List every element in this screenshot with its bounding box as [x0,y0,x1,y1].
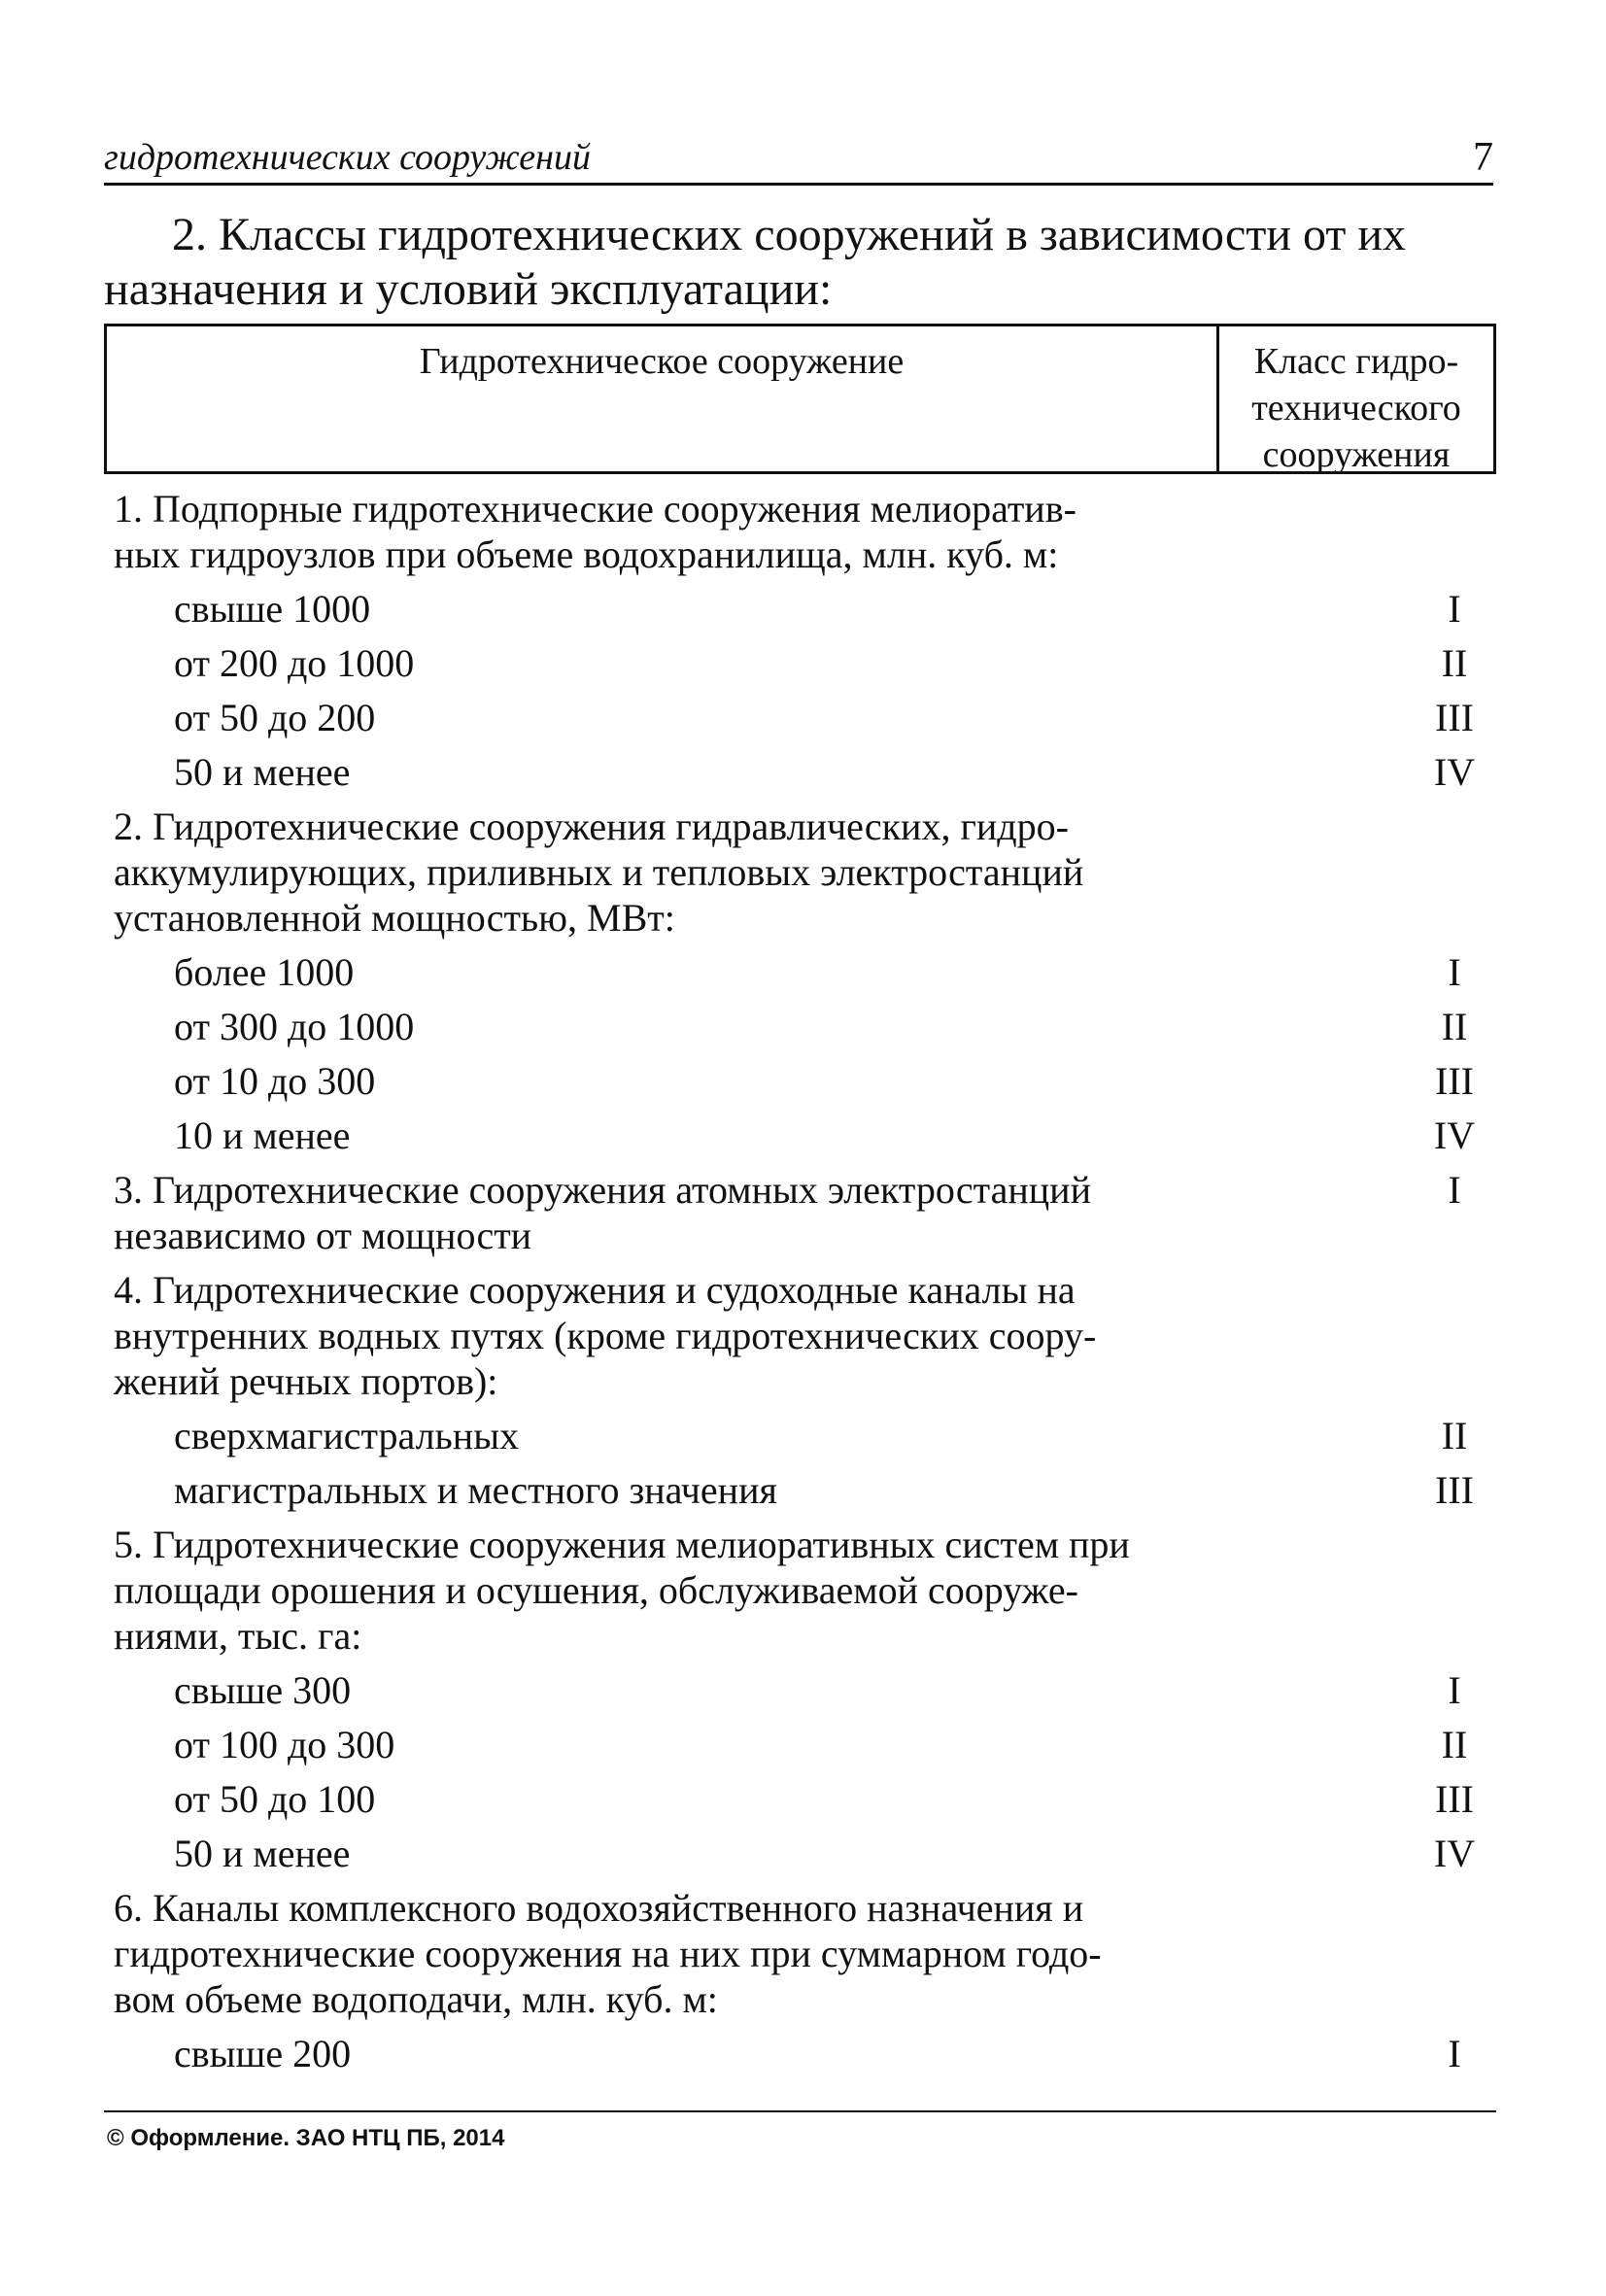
row-description-line: магистральных и местного значения [174,1468,777,1512]
table-row [114,1058,1493,1104]
row-description-line: независимо от мощности [114,1214,532,1257]
table-row-heading [114,1167,1493,1258]
row-description [114,586,1207,632]
row-class-value: II [1441,1414,1468,1457]
row-description-line: ных гидроузлов при объеме водохранилища, млн. куб. м: [114,532,1059,576]
table-row [114,1413,1493,1458]
row-description-line: от 50 до 200 [174,696,376,739]
row-class-value: II [1441,641,1468,685]
row-description-line: более 1000 [174,950,355,994]
row-class-value: I [1448,1668,1461,1712]
row-description [114,1467,1207,1513]
row-description-line: 10 и менее [174,1114,351,1157]
row-class-value: II [1441,1723,1468,1766]
row-class-value: II [1441,1005,1468,1048]
row-description-line: 6. Каналы комплексного водохозяйственного назначения и [114,1886,1084,1930]
footer-copyright: © Оформление. ЗАО НТЦ ПБ, 2014 [107,2125,505,2151]
table-row-heading [114,1267,1493,1404]
row-description-line: от 50 до 100 [174,1777,376,1821]
row-description-line: ниями, тыс. га: [114,1614,362,1658]
table-row-heading [114,486,1493,577]
row-class-value: IV [1433,750,1476,794]
table-row [114,2031,1493,2076]
row-description [114,1113,1207,1158]
section-intro [104,208,1493,317]
row-description [114,804,1207,941]
table-body [114,486,1493,2085]
row-description [114,949,1207,995]
row-description [114,2031,1207,2076]
row-description-line: 1. Подпорные гидротехнические сооружения мелиоратив- [114,487,1076,531]
row-description-line: 50 и менее [174,1832,351,1875]
footer-rule [104,2110,1496,2112]
running-title: гидротехнических сооружений [104,137,591,178]
row-class-value: III [1435,696,1474,739]
page-number: 7 [1473,135,1493,180]
row-description-line: от 10 до 300 [174,1059,376,1103]
table-row [114,1467,1493,1513]
row-description-line: свыше 200 [174,2032,352,2075]
row-description [114,1004,1207,1049]
row-description-line: от 300 до 1000 [174,1005,415,1048]
table-row [114,1113,1493,1158]
intro-line: назначения и условий эксплуатации: [104,263,833,315]
row-class-value: I [1448,587,1461,631]
row-description [114,1776,1207,1822]
row-description [114,1667,1207,1713]
row-description [114,1267,1207,1404]
row-class-value: I [1448,950,1461,994]
row-description-line: вом объеме водоподачи, млн. куб. м: [114,1977,718,2021]
row-description-line: 3. Гидротехнические сооружения атомных электростанций [114,1168,1091,1212]
row-description-line: сверхмагистральных [174,1414,520,1457]
row-description [114,1885,1207,2022]
row-class-value: IV [1433,1114,1476,1157]
table-row-heading [114,804,1493,941]
intro-line: 2. Классы гидротехнических сооружений в зависимости от их [172,209,1407,260]
table-row [114,1004,1493,1049]
row-description [114,1167,1207,1258]
row-description-line: 5. Гидротехнические сооружения мелиоративных систем при [114,1523,1130,1566]
row-description [114,1413,1207,1458]
column-header-class-line: Класс гидро- [1253,341,1459,382]
row-description-line: аккумулирующих, приливных и тепловых электростанций [114,850,1084,894]
row-class-value: III [1435,1777,1474,1821]
table-row [114,1831,1493,1876]
table-row-heading [114,1885,1493,2022]
column-header-class-line: сооружения [1262,434,1451,475]
column-header-class [1219,326,1493,483]
table-header [104,324,1496,474]
row-description [114,486,1207,577]
column-header-structure: Гидротехническое сооружение [107,326,1219,471]
row-description-line: от 200 до 1000 [174,641,415,685]
row-class-value: III [1435,1468,1474,1512]
row-description [114,1522,1207,1659]
table-row [114,949,1493,995]
row-class-value: I [1448,2032,1461,2075]
row-description-line: площади орошения и осушения, обслуживаемой сооруже- [114,1568,1078,1612]
row-description-line: 2. Гидротехнические сооружения гидравлических, гидро- [114,805,1069,848]
row-class-value: I [1448,1168,1461,1212]
row-description-line: свыше 1000 [174,587,371,631]
row-description-line: свыше 300 [174,1668,352,1712]
row-description-line: 50 и менее [174,750,351,794]
table-row [114,749,1493,795]
table-row [114,695,1493,740]
row-class-value: III [1435,1059,1474,1103]
row-description-line: от 100 до 300 [174,1723,395,1766]
row-class-value: IV [1433,1832,1476,1875]
row-description [114,1722,1207,1767]
row-description-line: жений речных портов): [114,1359,498,1403]
table-row [114,1722,1493,1767]
row-description [114,695,1207,740]
table-row [114,1776,1493,1822]
row-description-line: установленной мощностью, МВт: [114,896,675,940]
row-description-line: гидротехнические сооружения на них при суммарном годо- [114,1932,1102,1975]
row-description-line: 4. Гидротехнические сооружения и судоходные каналы на [114,1268,1076,1312]
table-row [114,1667,1493,1713]
running-header [104,134,1493,186]
table-row-heading [114,1522,1493,1659]
row-description [114,640,1207,686]
row-description [114,1058,1207,1104]
table-row [114,586,1493,632]
row-description-line: внутренних водных путях (кроме гидротехнических соору- [114,1314,1097,1357]
row-description [114,1831,1207,1876]
row-description [114,749,1207,795]
table-row [114,640,1493,686]
column-header-class-line: технического [1251,388,1461,428]
